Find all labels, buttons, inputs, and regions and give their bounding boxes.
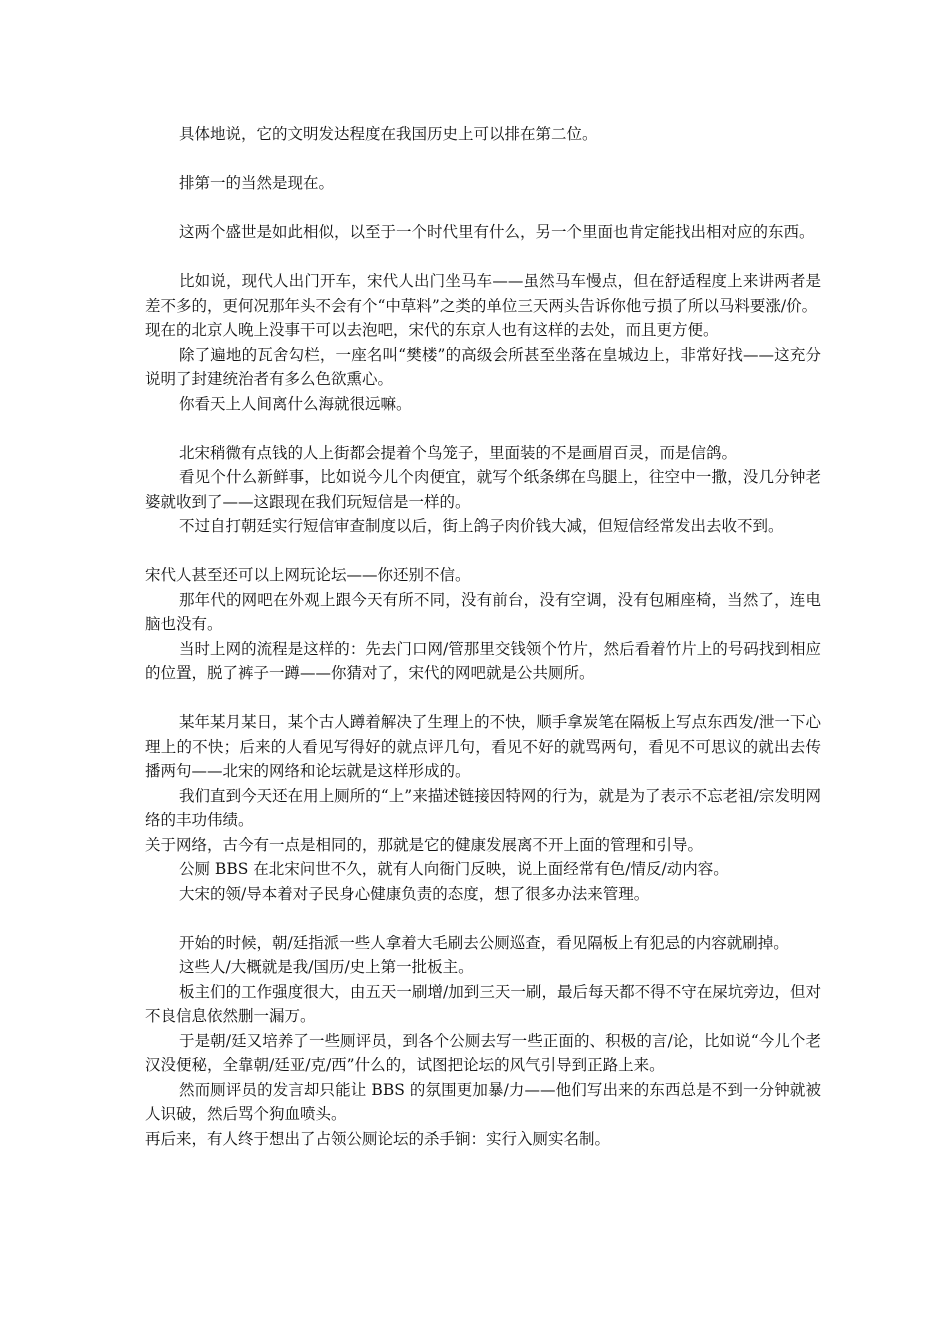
paragraph: 比如说，现代人出门开车，宋代人出门坐马车——虽然马车慢点，但在舒适程度上来讲两者是差不多的，更何况那年头不会有个“中草料”之类的单位三天两头告诉你他亏损了所以马料要涨/价。 bbox=[145, 272, 821, 315]
paragraph-gap bbox=[145, 147, 821, 172]
paragraph: 某年某月某日，某个古人蹲着解决了生理上的不快，顺手拿炭笔在隔板上写点东西发/泄一下心理上的不快；后来的人看见写得好的就点评几句，看见不好的就骂两句，看见不可思议的就出去传播两句——北宋的网络和论坛就是这样形成的。 bbox=[145, 713, 821, 780]
paragraph: 我们直到今天还在用上厕所的“上”来描述链接因特网的行为，就是为了表示不忘老祖/宗发明网络的丰功伟绩。 bbox=[145, 786, 821, 829]
paragraph: 不过自打朝廷实行短信审查制度以后，街上鸽子肉价钱大减，但短信经常发出去收不到。 bbox=[179, 517, 784, 535]
paragraph-gap bbox=[145, 196, 821, 221]
paragraph: 那年代的网吧在外观上跟今天有所不同，没有前台，没有空调，没有包厢座椅，当然了，连电脑也没有。 bbox=[145, 590, 821, 633]
paragraph: 这两个盛世是如此相似，以至于一个时代里有什么，另一个里面也肯定能找出相对应的东西。 bbox=[179, 223, 815, 241]
paragraph: 排第一的当然是现在。 bbox=[179, 174, 335, 192]
paragraph: 具体地说，它的文明发达程度在我国历史上可以排在第二位。 bbox=[179, 125, 598, 143]
paragraph: 关于网络，古今有一点是相同的，那就是它的健康发展离不开上面的管理和引导。 bbox=[145, 835, 704, 854]
document-body bbox=[145, 122, 821, 1151]
paragraph: 大宋的领/导本着对子民身心健康负责的态度，想了很多办法来管理。 bbox=[179, 884, 650, 903]
paragraph-gap bbox=[145, 906, 821, 931]
paragraph: 除了遍地的瓦舍勾栏，一座名叫“樊楼”的高级会所甚至坐落在皇城边上，非常好找——这充分说明了封建统治者有多么色欲熏心。 bbox=[145, 345, 821, 388]
paragraph: 北宋稍微有点钱的人上街都会提着个鸟笼子，里面装的不是画眉百灵，而是信鸽。 bbox=[179, 443, 738, 462]
paragraph: 你看天上人间离什么海就很远嘛。 bbox=[179, 394, 412, 413]
paragraph: 于是朝/廷又培养了一些厕评员，到各个公厕去写一些正面的、积极的言/论，比如说“今儿个老汉没便秘，全靠朝/廷亚/克/西”什么的，试图把论坛的风气引导到正路上来。 bbox=[145, 1031, 821, 1074]
paragraph: 再后来，有人终于想出了占领公厕论坛的杀手锏：实行入厕实名制。 bbox=[145, 1129, 611, 1148]
paragraph-gap bbox=[145, 686, 821, 711]
paragraph: 看见个什么新鲜事，比如说今儿个肉便宜，就写个纸条绑在鸟腿上，往空中一撒，没几分钟老婆就收到了——这跟现在我们玩短信是一样的。 bbox=[145, 468, 821, 511]
paragraph: 现在的北京人晚上没事干可以去泡吧，宋代的东京人也有这样的去处，而且更方便。 bbox=[145, 321, 719, 339]
paragraph-gap bbox=[145, 416, 821, 441]
paragraph: 当时上网的流程是这样的：先去门口网/管那里交钱领个竹片，然后看着竹片上的号码找到相应的位置，脱了裤子一蹲——你猜对了，宋代的网吧就是公共厕所。 bbox=[145, 639, 821, 682]
paragraph: 开始的时候，朝/廷指派一些人拿着大毛刷去公厕巡查，看见隔板上有犯忌的内容就刷掉。 bbox=[179, 933, 789, 952]
paragraph: 公厕 BBS 在北宋问世不久，就有人向衙门反映，说上面经常有色/情反/动内容。 bbox=[179, 860, 729, 878]
paragraph-gap bbox=[145, 539, 821, 564]
paragraph: 这些人/大概就是我/国历/史上第一批板主。 bbox=[179, 958, 474, 976]
paragraph: 板主们的工作强度很大，由五天一刷增/加到三天一刷，最后每天都不得不守在屎坑旁边，但对不良信息依然删一漏万。 bbox=[145, 982, 821, 1025]
paragraph-gap bbox=[145, 245, 821, 270]
paragraph: 然而厕评员的发言却只能让 BBS 的氛围更加暴/力——他们写出来的东西总是不到一分钟就被人识破，然后骂个狗血喷头。 bbox=[145, 1080, 821, 1123]
paragraph: 宋代人甚至还可以上网玩论坛——你还别不信。 bbox=[145, 566, 471, 584]
